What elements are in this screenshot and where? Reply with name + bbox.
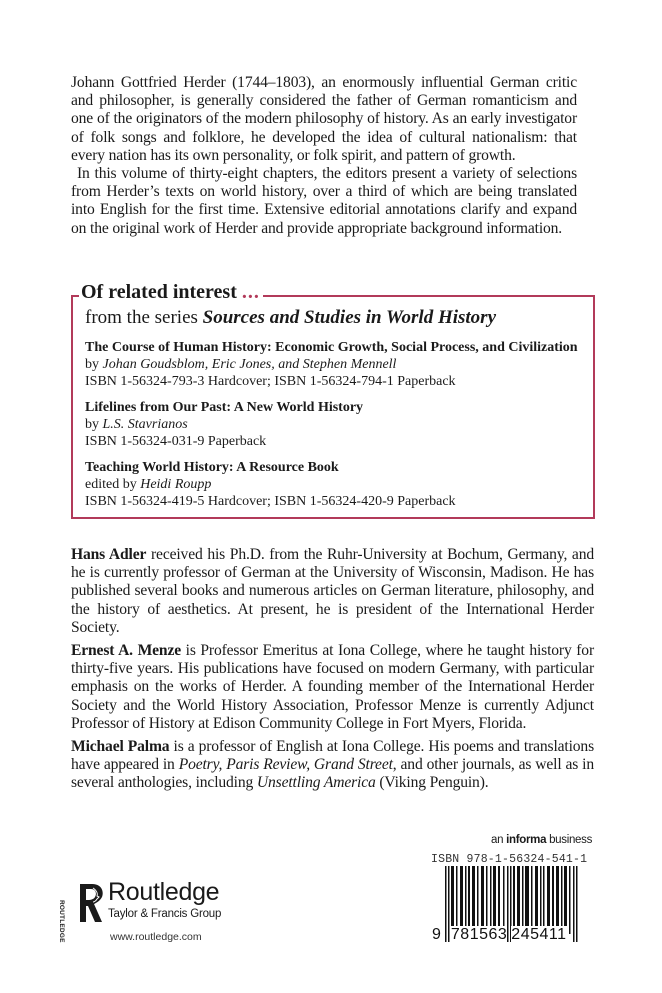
related-books-list <box>85 339 583 519</box>
by-prefix: by <box>85 417 103 432</box>
book-authors <box>85 416 583 433</box>
bio-michael-palma <box>71 738 594 793</box>
book-authors <box>85 356 583 373</box>
barcode-digits <box>432 926 567 944</box>
description-paragraph-1: Johann Gottfried Herder (1744–1803), an enormously influential German critic and philosopher, is generally considered the father of German romanticism and one of the originators of the modern philosophy of history. As an early investigator of folk songs and folklore, he developed the idea of cultural nationalism: that every nation has its own personality, or folk spirit, and pattern of growth. <box>71 74 577 164</box>
bio-name: Hans Adler <box>71 546 147 563</box>
publisher-name: Routledge <box>108 878 220 906</box>
related-heading <box>79 280 263 304</box>
related-interest-box <box>71 281 595 519</box>
bio-hans-adler <box>71 546 594 637</box>
book-isbn: ISBN 1-56324-031-9 Paperback <box>85 434 267 449</box>
bio-anthology: Unsettling America <box>256 774 376 792</box>
logo-vertical-text: ROUTLEDGE <box>58 900 65 943</box>
informa-prefix: an <box>491 834 507 846</box>
book-title: The Course of Human History: Economic Growth, Social Process, and Civilization <box>85 340 578 355</box>
bio-text: is Professor Emeritus at Iona College, where he taught history for thirty-five years. His publications have focused on modern Germany, with particular emphasis on the works of Herder. A founding member of the International Herder Society and the World History Association, Professor Menze is currently Adjunct Professor of History at Edison Community College in Fort Myers, Florida. <box>71 642 594 732</box>
related-heading-dots: ... <box>241 281 260 303</box>
series-line <box>85 307 496 329</box>
book-isbn: ISBN 1-56324-793-3 Hardcover; ISBN 1-56324-794-1 Paperback <box>85 374 456 389</box>
isbn-label: ISBN 978-1-56324-541-1 <box>431 853 588 866</box>
by-prefix: by <box>85 357 103 372</box>
book-description <box>71 74 577 238</box>
bio-journals: Poetry, Paris Review, Grand Street <box>178 756 393 774</box>
author-names: Johan Goudsblom, Eric Jones, and Stephen Mennell <box>102 357 397 372</box>
related-heading-text: Of related interest <box>81 281 237 303</box>
bio-text: is a professor of English at Iona College. His poems and translations have appeared in <box>71 738 594 774</box>
informa-tagline <box>491 834 592 846</box>
barcode-digits-right: 245411 <box>511 926 567 943</box>
author-names: Heidi Roupp <box>140 477 212 492</box>
editor-bios <box>71 546 594 798</box>
author-names: L.S. Stavrianos <box>102 417 188 432</box>
informa-suffix: business <box>546 834 593 846</box>
related-book <box>85 399 583 450</box>
book-authors <box>85 476 583 493</box>
informa-brand: informa <box>506 834 547 846</box>
bio-text: (Viking Penguin). <box>375 774 489 792</box>
book-title: Teaching World History: A Resource Book <box>85 460 339 475</box>
barcode-digits-left: 781563 <box>450 926 508 943</box>
bio-text: received his Ph.D. from the Ruhr-University at Bochum, Germany, and he is currently professor of German at the University of Wisconsin, Madison. He has published several books and numerous articles on German literature, philosophy, and the history of aesthetics. At present, he is president of the International Herder Society. <box>71 546 594 636</box>
bio-name: Ernest A. Menze <box>71 642 181 660</box>
description-paragraph-2: In this volume of thirty-eight chapters, the editors present a variety of selections from Herder’s texts on world history, over a third of which are being translated into English for the first time. Extensive editorial annotations clarify and expand on the original work of Herder and provide appropriate background information. <box>71 165 577 237</box>
book-title: Lifelines from Our Past: A New World History <box>85 400 364 415</box>
related-book <box>85 339 583 390</box>
series-name: Sources and Studies in World History <box>202 307 496 328</box>
routledge-r-icon <box>68 882 106 924</box>
publisher-url: www.routledge.com <box>110 931 202 943</box>
by-prefix: edited by <box>85 477 141 492</box>
series-prefix: from the series <box>85 307 203 328</box>
bio-text: , and other journals, as well as in several anthologies, including <box>71 756 595 792</box>
related-book <box>85 459 583 510</box>
barcode-digit-first: 9 <box>432 926 441 943</box>
book-isbn: ISBN 1-56324-419-5 Hardcover; ISBN 1-56324-420-9 Paperback <box>85 494 456 509</box>
publisher-logo <box>58 878 288 962</box>
bio-name: Michael Palma <box>71 738 170 756</box>
publisher-group: Taylor & Francis Group <box>108 908 222 920</box>
bio-ernest-menze <box>71 642 594 733</box>
